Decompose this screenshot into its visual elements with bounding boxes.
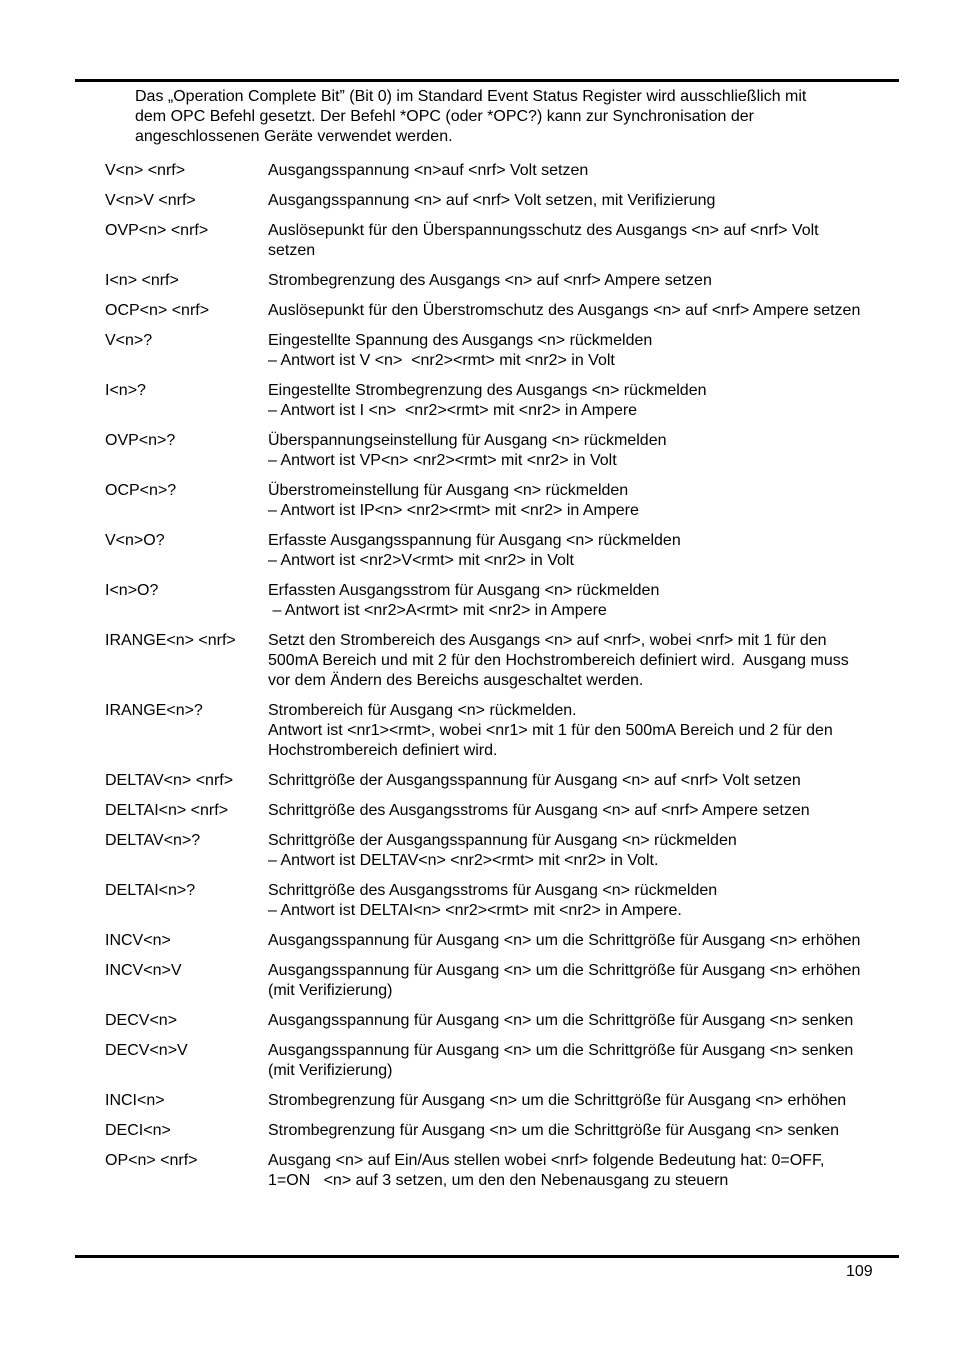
command-name: INCV<n> xyxy=(105,932,171,949)
command-row xyxy=(105,801,935,821)
command-description: Erfasste Ausgangsspannung für Ausgang <n> rückmelden – Antwort ist <nr2>V<rmt> mit <nr2> in Volt xyxy=(268,532,681,569)
command-description: Setzt den Strombereich des Ausgangs <n> auf <nrf>, wobei <nrf> mit 1 für den 500mA Bereich und mit 2 für den Hochstrombereich definiert wird. Ausgang muss vor dem Ändern des Bereichs ausgeschaltet werden. xyxy=(268,632,849,689)
command-name: IRANGE<n> <nrf> xyxy=(105,632,236,649)
command-description: Eingestellte Spannung des Ausgangs <n> rückmelden – Antwort ist V <n> <nr2><rmt> mit <nr2> in Volt xyxy=(268,332,653,369)
command-row xyxy=(105,831,935,871)
command-name: DELTAV<n>? xyxy=(105,832,201,849)
command-row xyxy=(105,331,935,371)
command-name: V<n> <nrf> xyxy=(105,162,186,179)
command-row xyxy=(105,881,935,921)
command-name: IRANGE<n>? xyxy=(105,702,203,719)
command-description: Ausgangsspannung <n>auf <nrf> Volt setzen xyxy=(268,162,589,179)
command-row xyxy=(105,381,935,421)
command-description: Überstromeinstellung für Ausgang <n> rückmelden – Antwort ist IP<n> <nr2><rmt> mit <nr2> in Ampere xyxy=(268,482,639,519)
command-name: V<n>? xyxy=(105,332,153,349)
command-description: Ausgang <n> auf Ein/Aus stellen wobei <nrf> folgende Bedeutung hat: 0=OFF, 1=ON <n> auf 3 setzen, um den den Nebenausgang zu steuern xyxy=(268,1152,825,1189)
command-row xyxy=(105,431,935,471)
command-list xyxy=(105,161,935,1201)
command-row xyxy=(105,301,935,321)
header-rule xyxy=(75,79,899,82)
command-description: Strombegrenzung für Ausgang <n> um die Schrittgröße für Ausgang <n> senken xyxy=(268,1122,840,1139)
command-row xyxy=(105,931,935,951)
command-row xyxy=(105,1041,935,1081)
command-name: OCP<n>? xyxy=(105,482,177,499)
command-description: Auslösepunkt für den Überspannungsschutz des Ausgangs <n> auf <nrf> Volt setzen xyxy=(268,222,819,259)
command-row xyxy=(105,1151,935,1191)
command-description: Schrittgröße der Ausgangsspannung für Ausgang <n> rückmelden – Antwort ist DELTAV<n> <nr2><rmt> mit <nr2> in Volt. xyxy=(268,832,737,869)
command-name: DELTAI<n>? xyxy=(105,882,196,899)
command-description: Ausgangsspannung für Ausgang <n> um die Schrittgröße für Ausgang <n> senken xyxy=(268,1012,854,1029)
command-description: Auslösepunkt für den Überstromschutz des Ausgangs <n> auf <nrf> Ampere setzen xyxy=(268,302,861,319)
command-description: Strombereich für Ausgang <n> rückmelden. Antwort ist <nr1><rmt>, wobei <nr1> mit 1 für den 500mA Bereich und 2 für den Hochstrombereich definiert wird. xyxy=(268,702,833,759)
command-name: DECV<n>V xyxy=(105,1042,188,1059)
command-row xyxy=(105,1091,935,1111)
page-number: 109 xyxy=(846,1263,873,1280)
command-description: Ausgangsspannung für Ausgang <n> um die Schrittgröße für Ausgang <n> senken (mit Verifizierung) xyxy=(268,1042,854,1079)
command-row xyxy=(105,191,935,211)
command-name: DELTAI<n> <nrf> xyxy=(105,802,229,819)
command-row xyxy=(105,531,935,571)
command-description: Ausgangsspannung <n> auf <nrf> Volt setzen, mit Verifizierung xyxy=(268,192,716,209)
intro-paragraph: Das „Operation Complete Bit” (Bit 0) im Standard Event Status Register wird ausschließlich mit dem OPC Befehl gesetzt. Der Befehl *OPC (oder *OPC?) kann zur Synchronisation der angeschlossenen Geräte verwendet werden. xyxy=(135,88,807,145)
command-description: Ausgangsspannung für Ausgang <n> um die Schrittgröße für Ausgang <n> erhöhen (mit Verifizierung) xyxy=(268,962,861,999)
command-row xyxy=(105,701,935,761)
command-name: OVP<n> <nrf> xyxy=(105,222,209,239)
command-name: V<n>O? xyxy=(105,532,165,549)
command-description: Schrittgröße der Ausgangsspannung für Ausgang <n> auf <nrf> Volt setzen xyxy=(268,772,801,789)
command-name: DECV<n> xyxy=(105,1012,178,1029)
command-name: I<n>? xyxy=(105,382,146,399)
command-name: DECI<n> xyxy=(105,1122,171,1139)
command-description: Schrittgröße des Ausgangsstroms für Ausgang <n> auf <nrf> Ampere setzen xyxy=(268,802,810,819)
command-name: OCP<n> <nrf> xyxy=(105,302,210,319)
command-row xyxy=(105,161,935,181)
command-row xyxy=(105,631,935,691)
command-description: Erfassten Ausgangsstrom für Ausgang <n> rückmelden – Antwort ist <nr2>A<rmt> mit <nr2> in Ampere xyxy=(268,582,660,619)
command-name: V<n>V <nrf> xyxy=(105,192,196,209)
command-name: OP<n> <nrf> xyxy=(105,1152,198,1169)
command-row xyxy=(105,581,935,621)
command-description: Schrittgröße des Ausgangsstroms für Ausgang <n> rückmelden – Antwort ist DELTAI<n> <nr2><rmt> mit <nr2> in Ampere. xyxy=(268,882,718,919)
command-row xyxy=(105,1011,935,1031)
command-description: Überspannungseinstellung für Ausgang <n> rückmelden – Antwort ist VP<n> <nr2><rmt> mit <nr2> in Volt xyxy=(268,432,667,469)
command-name: DELTAV<n> <nrf> xyxy=(105,772,234,789)
command-description: Eingestellte Strombegrenzung des Ausgangs <n> rückmelden – Antwort ist I <n> <nr2><rmt> mit <nr2> in Ampere xyxy=(268,382,707,419)
command-row xyxy=(105,771,935,791)
command-name: INCI<n> xyxy=(105,1092,165,1109)
command-row xyxy=(105,481,935,521)
command-name: I<n>O? xyxy=(105,582,159,599)
command-description: Strombegrenzung für Ausgang <n> um die Schrittgröße für Ausgang <n> erhöhen xyxy=(268,1092,847,1109)
command-description: Ausgangsspannung für Ausgang <n> um die Schrittgröße für Ausgang <n> erhöhen xyxy=(268,932,861,949)
command-row xyxy=(105,221,935,261)
footer-rule xyxy=(75,1255,899,1258)
command-description: Strombegrenzung des Ausgangs <n> auf <nrf> Ampere setzen xyxy=(268,272,712,289)
command-name: OVP<n>? xyxy=(105,432,176,449)
command-row xyxy=(105,1121,935,1141)
command-name: INCV<n>V xyxy=(105,962,182,979)
command-row xyxy=(105,961,935,1001)
command-row xyxy=(105,271,935,291)
command-name: I<n> <nrf> xyxy=(105,272,179,289)
